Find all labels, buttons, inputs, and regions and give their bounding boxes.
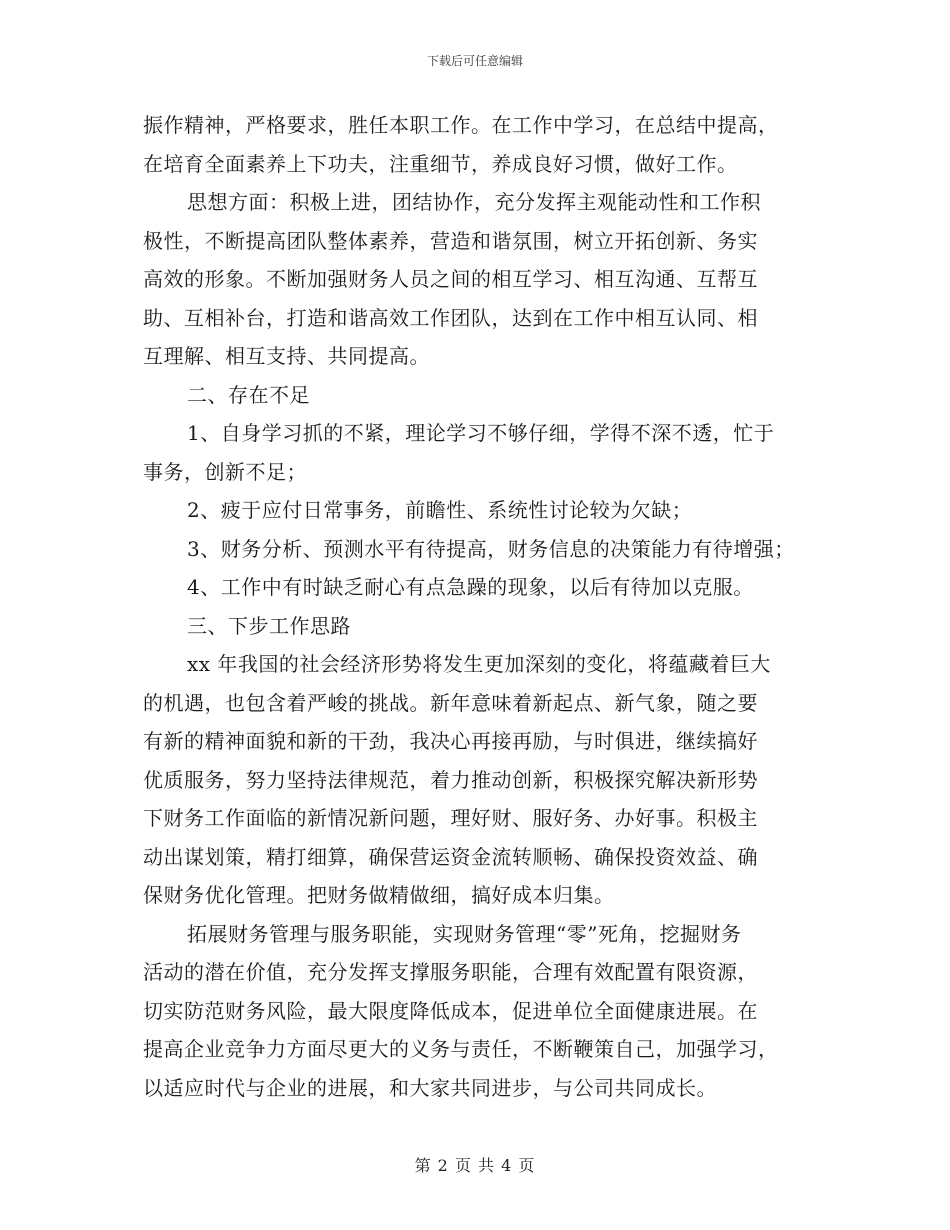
text-line: 下财务工作面临的新情况新问题，理好财、服好务、办好事。积极主 [143, 806, 758, 830]
page-number: 第 2 页 共 4 页 [414, 1156, 536, 1175]
text-line: 振作精神，严格要求，胜任本职工作。在工作中学习，在总结中提高， [143, 113, 779, 137]
text-line: 有新的精神面貌和新的干劲，我决心再接再励，与时俱进，继续搞好 [143, 729, 758, 753]
section-heading: 三、下步工作思路 [187, 613, 351, 638]
text-line: 极性，不断提高团队整体素养，营造和谐氛围，树立开拓创新、务实 [143, 228, 758, 253]
list-item: 4、工作中有时缺乏耐心有点急躁的现象，以后有待加以克服。 [187, 575, 754, 599]
text-line: 在培育全面素养上下功夫，注重细节，养成良好习惯，做好工作。 [143, 151, 738, 176]
header-note: 下载后可任意编辑 [426, 54, 523, 68]
text-line: 优质服务，努力坚持法律规范，着力推动创新，积极探究解决新形势 [143, 767, 758, 792]
text-line: 以适应时代与企业的进展，和大家共同进步，与公司共同成长。 [143, 1075, 717, 1100]
text-line: 助、互相补台，打造和谐高效工作团队，达到在工作中相互认同、相 [143, 305, 758, 330]
text-line: 动出谋划策，精打细算，确保营运资金流转顺畅、确保投资效益、确 [143, 844, 758, 869]
paragraph-start: 拓展财务管理与服务职能，实现财务管理“零”死角，挖掘财务 [187, 921, 742, 946]
text-line: 切实防范财务风险，最大限度降低成本，促进单位全面健康进展。在 [143, 998, 758, 1023]
text-line: 互理解、相互支持、共同提高。 [143, 344, 430, 368]
text-line: 活动的潜在价值，充分发挥支撑服务职能，合理有效配置有限资源， [143, 960, 758, 984]
list-item: 3、财务分析、预测水平有待提高，财务信息的决策能力有待增强； [187, 536, 795, 561]
text-line: 的机遇，也包含着严峻的挑战。新年意味着新起点、新气象，随之要 [143, 690, 758, 715]
paragraph-start: xx 年我国的社会经济形势将发生更加深刻的变化，将蕴藏着巨大 [187, 652, 771, 676]
text-line: 提高企业竞争力方面尽更大的义务与责任，不断鞭策自己，加强学习， [143, 1037, 779, 1061]
document-body [143, 106, 823, 1107]
section-heading: 二、存在不足 [187, 382, 310, 407]
text-line: 事务，创新不足； [143, 459, 307, 484]
text-line: 高效的形象。不断加强财务人员之间的相互学习、相互沟通、互帮互 [143, 267, 758, 291]
paragraph-start: 思想方面：积极上进，团结协作，充分发挥主观能动性和工作积 [187, 190, 761, 214]
list-item: 2、疲于应付日常事务，前瞻性、系统性讨论较为欠缺； [187, 498, 693, 522]
text-line: 保财务优化管理。把财务做精做细，搞好成本归集。 [143, 883, 615, 907]
list-item: 1、自身学习抓的不紧，理论学习不够仔细，学得不深不透，忙于 [187, 421, 775, 445]
